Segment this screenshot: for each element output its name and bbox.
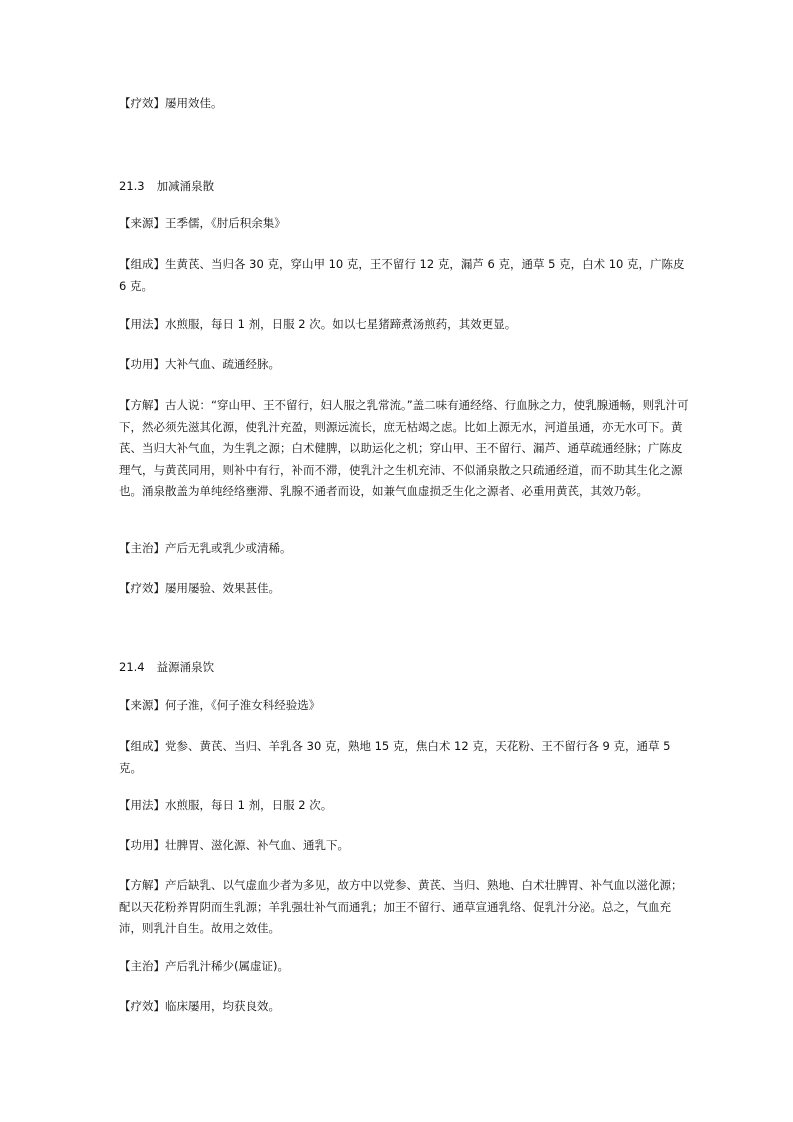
- section-title: 加减涌泉散: [156, 179, 215, 193]
- source-paragraph: 【来源】何子淮，《何子淮女科经验选》: [119, 698, 321, 712]
- usage-paragraph: 【用法】水煎服，每日 1 剂，日服 2 次。: [119, 798, 333, 812]
- indication-paragraph: 【主治】产后乳汁稀少(属虚证)。: [119, 959, 289, 973]
- explanation-paragraph: 【方解】古人说：“穿山甲、王不留行，妇人服之乳常流。”盖二味有通经络、行血脉之力，使乳腺通畅，则乳汁可下，然必须先滋其化源，使乳汁充盈，则源远流长，庶无枯竭之虑。比如上源无水，河道虽通，亦无水可下。黄芪、当归大补气血，为生乳之源；白术健脾，以助运化之机；穿山甲、王不留行、漏芦、通草疏通经脉；广陈皮理气，与黄芪同用，则补中有行，补而不滞，使乳汁之生机充沛、不似涌泉散之只疏通经道，而不助其生化之源也。涌泉散盖为单纯经络壅滞、乳腺不通者而设，如兼气血虚损乏生化之源者、必重用黄芪，其效乃彰。: [119, 398, 689, 498]
- section-21-4-heading: [119, 657, 214, 679]
- section-number: 21.4: [119, 660, 145, 674]
- section-number: 21.3: [119, 179, 145, 193]
- effect-paragraph: 【疗效】临床屡用，均获良效。: [119, 999, 280, 1013]
- section-21-3-heading: [119, 176, 214, 198]
- source-paragraph: 【来源】王季儒，《肘后积余集》: [119, 216, 286, 230]
- composition-paragraph: 【组成】党参、黄芪、当归、羊乳各 30 克，熟地 15 克，焦白术 12 克，天花粉、王不留行各 9 克，通草 5 克。: [119, 739, 671, 775]
- composition-paragraph: 【组成】生黄芪、当归各 30 克，穿山甲 10 克，王不留行 12 克，漏芦 6 克，通草 5 克，白术 10 克，广陈皮 6 克。: [119, 257, 685, 293]
- usage-paragraph: 【用法】水煎服，每日 1 剂，日服 2 次。如以七星猪蹄煮汤煎药，其效更显。: [119, 317, 517, 331]
- function-paragraph: 【功用】大补气血、疏通经脉。: [119, 357, 280, 371]
- prev-effect-paragraph: 【疗效】屡用效佳。: [119, 96, 223, 110]
- function-paragraph: 【功用】壮脾胃、滋化源、补气血、通乳下。: [119, 838, 349, 852]
- indication-paragraph: 【主治】产后无乳或乳少或清稀。: [119, 541, 292, 555]
- effect-paragraph: 【疗效】屡用屡验、效果甚佳。: [119, 581, 280, 595]
- explanation-paragraph: 【方解】产后缺乳、以气虚血少者为多见，故方中以党参、黄芪、当归、熟地、白术壮脾胃、补气血以滋化源；配以天花粉养胃阴而生乳源；羊乳强壮补气而通乳；加王不留行、通草宣通乳络、促乳汁分泌。总之，气血充沛，则乳汁自生。故用之效佳。: [119, 878, 683, 935]
- section-title: 益源涌泉饮: [156, 660, 215, 674]
